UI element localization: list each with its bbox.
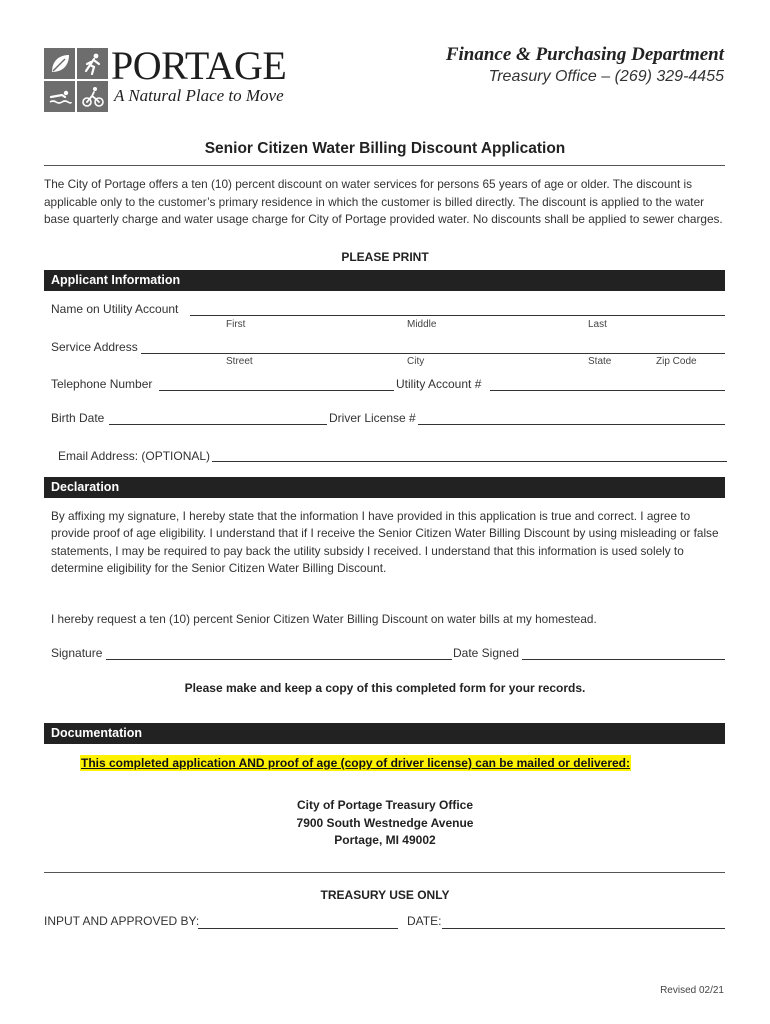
telephone-label: Telephone Number <box>51 377 153 391</box>
signature-input[interactable] <box>106 659 452 660</box>
treasury-date-label: DATE: <box>407 914 442 928</box>
name-input[interactable] <box>190 315 725 316</box>
name-last-label: Last <box>588 319 607 330</box>
mail-instructions: This completed application AND proof of age (copy of driver license) can be mailed or delivered: <box>81 756 630 770</box>
date-signed-label: Date Signed <box>453 646 520 660</box>
driver-license-input[interactable] <box>418 424 725 425</box>
department-title: Finance & Purchasing Department <box>445 44 724 65</box>
city-label: City <box>407 356 425 367</box>
runner-icon <box>77 48 108 79</box>
telephone-input[interactable] <box>159 390 394 391</box>
driver-license-label: Driver License # <box>329 411 416 425</box>
utility-account-label: Utility Account # <box>396 377 482 391</box>
date-signed-input[interactable] <box>522 659 725 660</box>
approved-by-label: INPUT AND APPROVED BY: <box>44 914 200 928</box>
documentation-heading: Documentation <box>44 723 725 744</box>
zip-label: Zip Code <box>656 356 697 367</box>
intro-paragraph: The City of Portage offers a ten (10) percent discount on water services for persons 65 years of age or older. The discount is applicable only to the customer’s primary residence in which the customer is billed directly. The discount is applied to the water base quarterly charge and water usage charge for City of Portage provided water. No discounts shall be applied to sewer charges. <box>44 177 723 227</box>
signature-label: Signature <box>51 646 103 660</box>
service-address-input[interactable] <box>141 353 725 354</box>
logo-wordmark: PORTAGE <box>111 43 287 88</box>
name-middle-label: Middle <box>407 319 437 330</box>
street-label: Street <box>226 356 253 367</box>
address-line-3: Portage, MI 49002 <box>334 833 436 847</box>
address-line-2: 7900 South Westnedge Avenue <box>296 815 474 830</box>
form-title: Senior Citizen Water Billing Discount Application <box>204 140 566 157</box>
treasury-date-input[interactable] <box>442 928 725 929</box>
birth-date-label: Birth Date <box>51 411 105 425</box>
service-address-label: Service Address <box>51 340 138 354</box>
name-first-label: First <box>226 319 246 330</box>
swimmer-icon <box>44 81 75 112</box>
treasury-rule <box>44 872 725 873</box>
logo-tagline: A Natural Place to Move <box>114 86 284 105</box>
title-rule <box>44 165 725 166</box>
leaf-icon <box>44 48 75 79</box>
email-input[interactable] <box>212 461 727 462</box>
please-print: PLEASE PRINT <box>341 250 429 264</box>
state-label: State <box>588 356 612 367</box>
revision-date: Revised 02/21 <box>660 985 724 996</box>
treasury-office-phone: Treasury Office – (269) 329-4455 <box>488 68 724 85</box>
treasury-heading: TREASURY USE ONLY <box>320 888 450 902</box>
copy-note: Please make and keep a copy of this completed form for your records. <box>184 681 586 695</box>
declaration-heading: Declaration <box>44 477 725 498</box>
logo-icons <box>44 48 108 112</box>
request-statement: I hereby request a ten (10) percent Senior Citizen Water Billing Discount on water bills at my homestead. <box>51 612 597 626</box>
address-line-1: City of Portage Treasury Office <box>296 798 474 812</box>
mailing-address <box>0 797 770 850</box>
cyclist-icon <box>77 81 108 112</box>
name-label: Name on Utility Account <box>51 302 179 316</box>
utility-account-input[interactable] <box>490 390 725 391</box>
applicant-info-heading: Applicant Information <box>44 270 725 291</box>
email-label: Email Address: (OPTIONAL) <box>58 449 211 463</box>
approved-by-input[interactable] <box>198 928 398 929</box>
birth-date-input[interactable] <box>109 424 327 425</box>
declaration-text: By affixing my signature, I hereby state that the information I have provided in this application is true and correct. I agree to provide proof of age eligibility. I understand that if I receive the Senior Citizen Water Billing Discount by using misleading or false statements, I may be required to pay back the utility subsidy I received. I understand that this information is used solely to determine eligibility for the Senior Citizen Water Billing Discount. <box>51 509 719 576</box>
